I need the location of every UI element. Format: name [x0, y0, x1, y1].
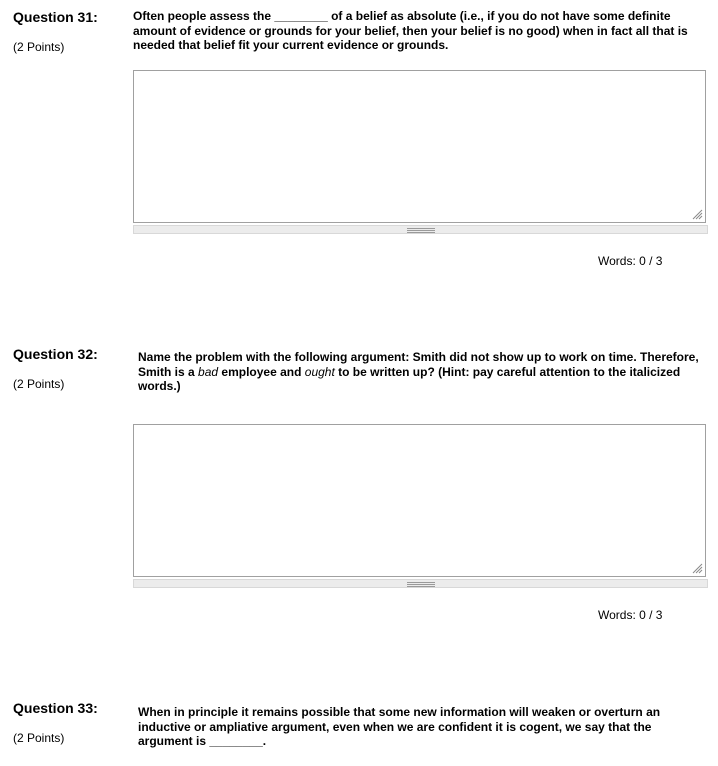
question-text — [138, 350, 704, 394]
word-count: Words: 0 / 3 — [598, 254, 663, 268]
textarea-resize-bar[interactable] — [133, 579, 708, 588]
resize-grip-icon[interactable] — [691, 208, 703, 220]
question-text-part: Name the problem with the following argument: Smith did not show up to work on time. Therefore, Smith is a — [138, 350, 699, 379]
question-text-part: to be written up? (Hint: pay careful attention to the italicized words.) — [138, 364, 681, 393]
question-label: Question 31: — [13, 9, 98, 25]
resize-handle-icon — [407, 228, 435, 233]
answer-textarea[interactable] — [133, 70, 706, 223]
question-text-part: employee and — [218, 364, 305, 379]
question-text-part: When in principle it remains possible that some new information will weaken or overturn an inductive or ampliative argument, even when we are confident it is cogent, we say that the argument is ________. — [138, 705, 661, 748]
resize-grip-icon[interactable] — [691, 562, 703, 574]
question-text-italic: ought — [304, 364, 335, 379]
word-count: Words: 0 / 3 — [598, 608, 663, 622]
resize-handle-icon — [407, 582, 435, 587]
question-text-part: Often people assess the ________ of a belief as absolute (i.e., if you do not have some definite amount of evidence or grounds for your belief, then your belief is no good) when in fact all that is needed that belief fit your current evidence or grounds. — [133, 9, 688, 52]
question-points: (2 Points) — [13, 377, 65, 391]
question-points: (2 Points) — [13, 40, 65, 54]
question-label: Question 32: — [13, 346, 98, 362]
question-text — [133, 9, 703, 53]
answer-textarea[interactable] — [133, 424, 706, 577]
question-points: (2 Points) — [13, 731, 65, 745]
answer-input[interactable] — [134, 425, 705, 576]
question-text — [138, 705, 704, 749]
textarea-resize-bar[interactable] — [133, 225, 708, 234]
answer-input[interactable] — [134, 71, 705, 222]
question-label: Question 33: — [13, 700, 98, 716]
question-text-italic: bad — [198, 364, 219, 379]
